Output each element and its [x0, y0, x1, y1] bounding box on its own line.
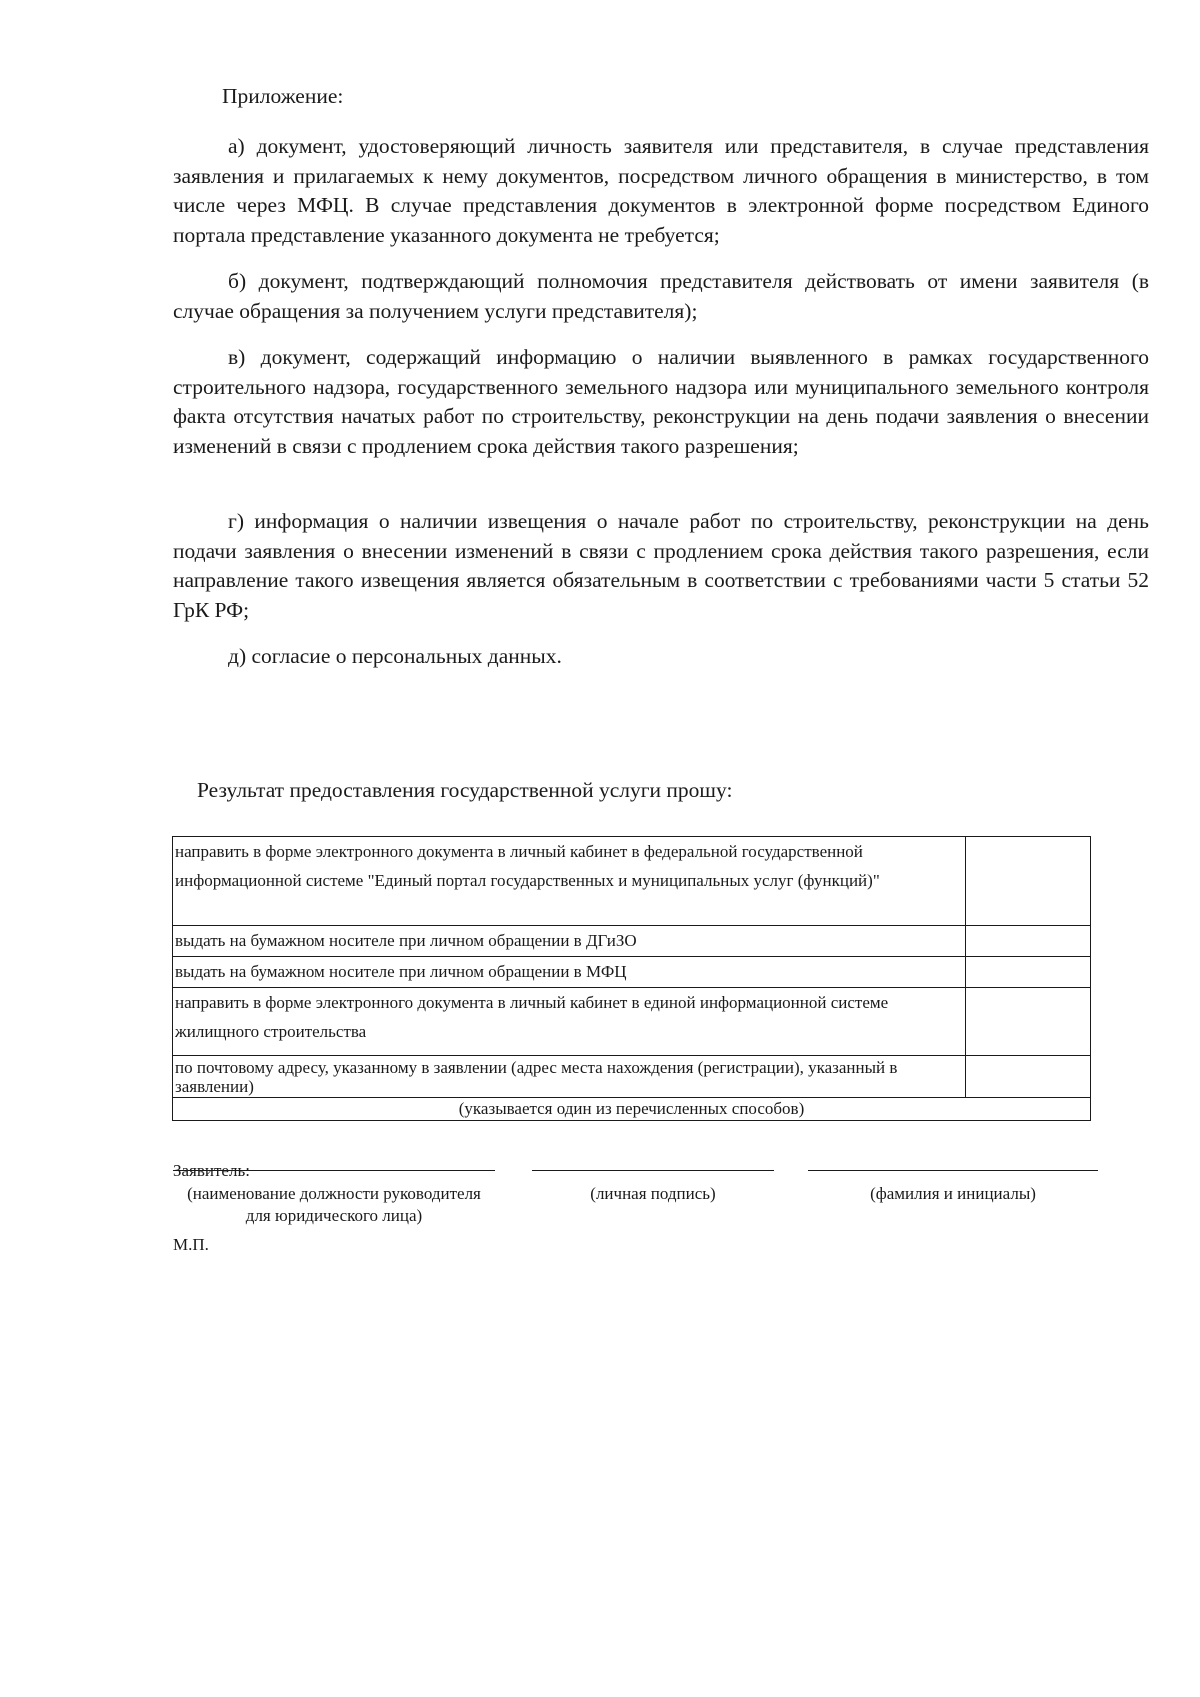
signature-line: [532, 1170, 774, 1171]
options-note: (указывается один из перечисленных способов): [173, 1098, 1091, 1121]
position-line: [173, 1170, 495, 1171]
table-row: [173, 988, 1091, 1056]
table-row: [173, 957, 1091, 988]
option-checkbox-cell[interactable]: [966, 1056, 1091, 1098]
option-label: направить в форме электронного документа в личный кабинет в федеральной государственной информационной системе "Единый портал государственных и муниципальных услуг (функций)": [173, 837, 966, 926]
option-label: направить в форме электронного документа в личный кабинет в единой информационной системе жилищного строительства: [173, 988, 966, 1056]
applicant-label: Заявитель:: [173, 1161, 250, 1180]
option-label: по почтовому адресу, указанному в заявлении (адрес места нахождения (регистрации), указанный в заявлении): [173, 1056, 966, 1098]
table-row: [173, 1056, 1091, 1098]
appendix-item-e: д) согласие о персональных данных.: [228, 644, 562, 668]
name-caption: (фамилия и инициалы): [870, 1184, 1036, 1203]
stamp-label: М.П.: [173, 1235, 209, 1254]
option-checkbox-cell[interactable]: [966, 837, 1091, 926]
position-caption: (наименование должности руководителя для юридического лица): [187, 1184, 481, 1225]
appendix-item-c: в) документ, содержащий информацию о наличии выявленного в рамках государственного строительного надзора, государственного земельного надзора или муниципального земельного контроля факта отсутствия начатых работ по строительству, реконструкции на день подачи заявления о внесении изменений в связи с продлением срока действия такого разрешения;: [173, 345, 1149, 458]
result-heading: Результат предоставления государственной услуги прошу:: [197, 778, 733, 802]
option-label: выдать на бумажном носителе при личном обращении в ДГиЗО: [173, 926, 966, 957]
appendix-item-d: г) информация о наличии извещения о начале работ по строительству, реконструкции на день подачи заявления о внесении изменений в связи с продлением срока действия такого разрешения, если направление такого извещения является обязательным в соответствии с требованиями части 5 статьи 52 ГрК РФ;: [173, 509, 1149, 622]
table-row: [173, 926, 1091, 957]
table-row: [173, 837, 1091, 926]
table-row: [173, 1098, 1091, 1121]
option-label: выдать на бумажном носителе при личном обращении в МФЦ: [173, 957, 966, 988]
name-line: [808, 1170, 1098, 1171]
appendix-item-a: а) документ, удостоверяющий личность заявителя или представителя, в случае представления заявления и прилагаемых к нему документов, посредством личного обращения в министерство, в том числе через МФЦ. В случае представления документов в электронной форме посредством Единого портала представление указанного документа не требуется;: [173, 134, 1149, 247]
option-checkbox-cell[interactable]: [966, 957, 1091, 988]
appendix-title: Приложение:: [222, 84, 344, 108]
option-checkbox-cell[interactable]: [966, 988, 1091, 1056]
signature-caption: (личная подпись): [590, 1184, 716, 1203]
result-options-table: [172, 836, 1091, 1121]
option-checkbox-cell[interactable]: [966, 926, 1091, 957]
appendix-item-b: б) документ, подтверждающий полномочия представителя действовать от имени заявителя (в случае обращения за получением услуги представителя);: [173, 269, 1149, 323]
